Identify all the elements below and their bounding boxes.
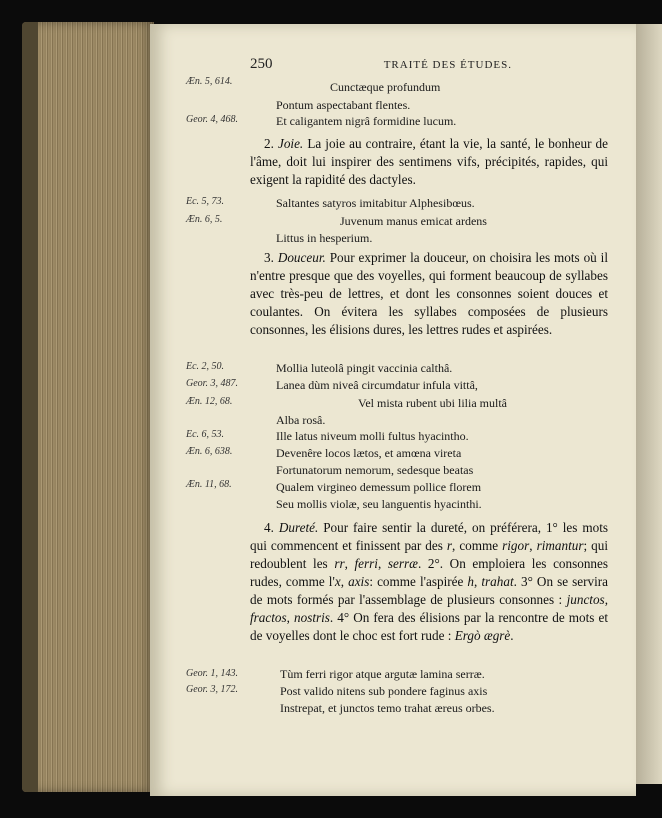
section-text: , — [344, 556, 355, 572]
verse-line: Ille latus niveum molli fultus hyacintho. — [276, 429, 469, 443]
verse-line: Lanea dùm niveâ circumdatur infula vittâ, — [276, 378, 478, 392]
margin-reference: Ec. 5, 73. — [186, 196, 225, 207]
section-number: 2. — [264, 136, 274, 152]
verse-line: Alba rosâ. — [276, 413, 326, 427]
margin-reference: Geor. 3, 487. — [186, 378, 238, 389]
section-text: . 3° On se servira de mots formés par l'assemblage de plusieurs consonnes : — [250, 574, 609, 608]
margin-reference: Geor. 1, 143. — [186, 668, 238, 679]
margin-reference: Æn. 6, 5. — [186, 214, 223, 225]
section-text: . 4° On fera des élisions par la rencontre de mots et de voyelles dont le choc est fort rude : — [250, 610, 608, 644]
verse-line: Et caligantem nigrâ formidine lucum. — [276, 114, 457, 128]
section-text: , — [474, 574, 482, 590]
verse-line: Pontum aspectabant flentes. — [276, 98, 411, 112]
verse-line: Instrepat, et junctos temo trahat æreus orbes. — [280, 701, 495, 715]
verse-line: Seu mollis violæ, seu languentis hyacinthi. — [276, 497, 482, 511]
book-cover — [22, 22, 38, 792]
verse-line: Fortunatorum nemorum, sedesque beatas — [276, 463, 474, 477]
latin-word: nostris — [294, 610, 330, 626]
margin-reference: Æn. 12, 68. — [186, 396, 233, 407]
verse-line: Littus in hesperium. — [276, 231, 373, 245]
section-text: . — [510, 628, 514, 644]
section-text: Pour exprimer la douceur, on choisira les mots où il n'entre presque que des voyelles, qui forment beaucoup de syllabes avec très-peu de lettres, et dont les consonnes soient douces et coulantes. On évitera les syllabes composées de plusieurs consonnes, les élisions dures, les lettres rudes et aspirées. — [250, 250, 609, 338]
verse-line: Vel mista rubent ubi lilia multâ — [358, 396, 507, 410]
latin-word: axis — [348, 574, 370, 590]
margin-reference: Ec. 6, 53. — [186, 429, 225, 440]
section-text: , — [604, 592, 608, 608]
page-header — [250, 56, 512, 76]
verse-line: Devenêre locos lætos, et amœna vireta — [276, 446, 462, 460]
latin-word: trahat — [481, 574, 514, 590]
section-title: Dureté. — [278, 520, 319, 536]
section-text: , — [529, 538, 537, 554]
section-number: 3. — [264, 250, 274, 266]
facing-page-edge — [636, 24, 662, 784]
latin-word: x — [334, 574, 341, 590]
verse-line: Mollia luteolâ pingit vaccinia calthâ. — [276, 361, 453, 375]
margin-reference: Geor. 4, 468. — [186, 114, 238, 125]
section-title: Douceur. — [277, 250, 326, 266]
section-text: Pour faire sentir la dureté, on préférera, 1° les mots qui commencent et finissent par des — [250, 520, 608, 554]
section-text: : comme l'aspirée — [369, 574, 468, 590]
section-durete — [250, 519, 608, 645]
verse-line: Post valido nitens sub pondere faginus axis — [280, 684, 488, 698]
section-text: , — [286, 610, 294, 626]
section-title: Joie. — [277, 136, 304, 152]
latin-word: ferri — [354, 556, 378, 572]
latin-word: rigor — [502, 538, 530, 554]
section-text: , — [377, 556, 388, 572]
latin-word: r — [446, 538, 453, 554]
section-douceur — [250, 249, 608, 339]
latin-word: Ergò ægrè — [454, 628, 511, 644]
section-text: ; qui redoublent les — [250, 538, 609, 572]
section-text: , — [340, 574, 349, 590]
section-text: La joie au contraire, étant la vie, la santé, le bonheur de l'âme, doit lui inspirer des sentimens vifs, précipités, rapides, qui exigent la rapidité des dactyles. — [250, 136, 609, 188]
verse-line: Juvenum manus emicat ardens — [340, 214, 487, 228]
section-joie — [250, 135, 608, 189]
latin-word: fractos — [250, 610, 287, 626]
verse-line: Qualem virgineo demessum pollice florem — [276, 480, 482, 494]
margin-reference: Æn. 11, 68. — [186, 479, 232, 490]
margin-reference: Æn. 6, 638. — [186, 446, 233, 457]
margin-reference: Æn. 5, 614. — [186, 76, 233, 87]
page-number: 250 — [250, 56, 273, 72]
verse-line: Saltantes satyros imitabitur Alphesibœus. — [276, 196, 475, 210]
section-text: , comme — [452, 538, 503, 554]
running-title: TRAITÉ DES ÉTUDES. — [383, 59, 512, 71]
latin-word: rr — [334, 556, 345, 572]
margin-reference: Ec. 2, 50. — [186, 361, 225, 372]
latin-word: rimantur — [536, 538, 584, 554]
book-page-edges — [22, 22, 154, 792]
verse-line: Tùm ferri rigor atque argutæ lamina serræ. — [280, 667, 485, 681]
latin-word: junctos — [566, 592, 605, 608]
section-number: 4. — [264, 520, 274, 536]
section-text: . 2°. On emploiera les consonnes rudes, comme l' — [250, 556, 609, 590]
verse-line: Cunctæque profundum — [330, 80, 441, 94]
latin-word: h — [467, 574, 474, 590]
latin-word: serræ — [387, 556, 418, 572]
margin-reference: Geor. 3, 172. — [186, 684, 238, 695]
